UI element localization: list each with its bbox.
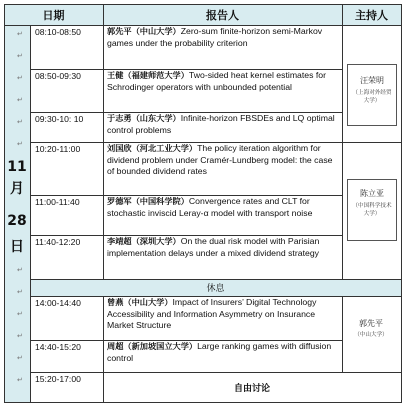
talk-title: The policy iteration algorithm for dividend problem under Cramér-Lundberg model: the case of bounded dividend rates xyxy=(107,143,333,177)
paragraph-mark: ↵ xyxy=(17,354,23,362)
date-day: 28 xyxy=(7,213,27,229)
header-speaker-label: 报告人 xyxy=(206,8,239,22)
session-time: 14:00-14:40 xyxy=(35,298,81,308)
host-affiliation: （上海对外经贸大学） xyxy=(352,90,392,104)
paragraph-mark: ↵ xyxy=(17,30,23,38)
talk-title: Infinite-horizon FBSDEs and LQ optimal control problems xyxy=(107,113,335,135)
host-name: 郭先平 xyxy=(359,319,383,328)
session-talk xyxy=(103,235,342,279)
grid-line xyxy=(30,142,401,143)
grid-line xyxy=(30,112,342,113)
grid-line xyxy=(103,296,104,402)
grid-line xyxy=(30,69,342,70)
grid-line xyxy=(30,25,31,402)
session-time: 09:30-10: 10 xyxy=(35,114,84,124)
break-label: 休息 xyxy=(206,284,225,294)
session-time: 08:50-09:30 xyxy=(35,71,81,81)
session-talk xyxy=(103,142,342,195)
session-time: 11:40-12:20 xyxy=(35,237,81,247)
grid-line xyxy=(30,195,342,196)
speaker-name: 王健（福建师范大学） xyxy=(107,70,189,80)
host-card xyxy=(347,179,397,241)
session-talk xyxy=(103,69,342,112)
header-date xyxy=(4,4,103,25)
talk-title: Impact of Insurers’ Digital Technology Accessibility and Information Asymmetry on Insurance Market Structure xyxy=(107,297,317,331)
session-talk xyxy=(103,195,342,235)
paragraph-mark: ↵ xyxy=(17,74,23,82)
grid-line xyxy=(342,296,343,372)
header-date-label: 日期 xyxy=(42,8,65,22)
talk-title: Two-sided heat kernel estimates for Schrodinger operators with unbounded potential xyxy=(107,70,327,92)
header-host xyxy=(342,4,401,25)
speaker-name: 李靖超（深圳大学） xyxy=(107,236,181,246)
paragraph-mark: ↵ xyxy=(17,332,23,340)
paragraph-mark: ↵ xyxy=(17,376,23,384)
paragraph-mark: ↵ xyxy=(17,310,23,318)
host-card xyxy=(347,64,397,126)
free-discussion-label: 自由讨论 xyxy=(233,383,270,394)
talk-title: Zero-sum finite-horizon semi-Markov games under the probability criterion xyxy=(107,26,323,48)
speaker-name: 罗德军（中国科学院） xyxy=(107,196,189,206)
talk-title: Large ranking games with diffusion control xyxy=(107,341,332,363)
host-name: 汪荣明 xyxy=(360,76,384,85)
grid-line xyxy=(4,4,5,402)
session-talk xyxy=(103,112,342,142)
speaker-name: 刘国欣（河北工业大学） xyxy=(107,143,198,153)
host-card xyxy=(347,318,395,358)
talk-title: Convergence rates and CLT for stochastic inviscid Leray-α model with transport noise xyxy=(107,196,313,218)
session-time: 14:40-15:20 xyxy=(35,342,81,352)
header-host-label: 主持人 xyxy=(355,8,388,22)
paragraph-mark: ↵ xyxy=(17,118,23,126)
date-month-char: 月 xyxy=(10,181,24,197)
speaker-name: 周超（新加坡国立大学） xyxy=(107,341,198,351)
date-month: 11 xyxy=(7,159,27,175)
grid-line xyxy=(30,296,401,297)
grid-line xyxy=(30,279,401,280)
paragraph-mark: ↵ xyxy=(17,266,23,274)
speaker-name: 于志勇（山东大学） xyxy=(107,113,181,123)
grid-line xyxy=(342,4,343,279)
grid-line xyxy=(401,4,402,403)
session-talk xyxy=(103,340,342,372)
grid-line xyxy=(30,340,342,341)
host-affiliation: （中国科学技术大学） xyxy=(352,203,392,217)
speaker-name: 郭先平（中山大学） xyxy=(107,26,181,36)
break-row xyxy=(30,279,401,296)
paragraph-mark: ↵ xyxy=(17,288,23,296)
host-name: 陈立亚 xyxy=(360,189,384,198)
free-discussion xyxy=(103,372,401,402)
header-speaker xyxy=(103,4,342,25)
session-time: 10:20-11:00 xyxy=(35,144,81,154)
grid-line xyxy=(4,402,402,403)
talk-title: On the dual risk model with Parisian implementation delays under a mixed dividend strategy xyxy=(107,236,320,258)
session-time: 11:00-11:40 xyxy=(35,197,80,207)
session-time: 15:20-17:00 xyxy=(35,374,81,384)
speaker-name: 曾燕（中山大学） xyxy=(107,297,173,307)
host-affiliation: （中山大学） xyxy=(354,332,388,338)
date-day-char: 日 xyxy=(10,239,24,255)
session-talk xyxy=(103,296,342,340)
paragraph-mark: ↵ xyxy=(17,140,23,148)
session-talk xyxy=(103,25,342,69)
paragraph-mark: ↵ xyxy=(17,96,23,104)
paragraph-mark: ↵ xyxy=(17,52,23,60)
grid-line xyxy=(30,235,342,236)
grid-line xyxy=(103,4,104,279)
session-time: 08:10-08:50 xyxy=(35,27,81,37)
grid-line xyxy=(30,372,401,373)
